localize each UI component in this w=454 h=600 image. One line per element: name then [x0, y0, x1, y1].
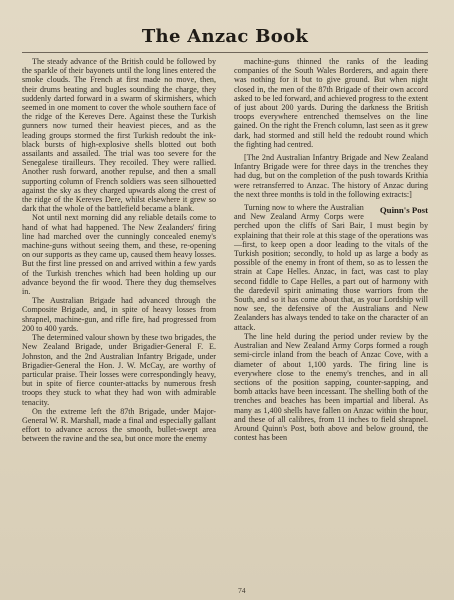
paragraph: The determined valour shown by these two brigades, the New Zealand Brigade, under Brigadier-General F. E. Johnston, and the 2nd Australian Infantry Brigade, under Brigadier-General the Hon. J. W. McCay, are worthy of particular praise. Their losses were correspondingly heavy, but in spite of fierce counter-attacks by numerous fresh troops they stuck to what they had won with admirable tenacity. — [22, 333, 216, 407]
left-column — [22, 57, 216, 444]
paragraph-text: Turning now to where the Australian and New Zealand Army Corps were perched upon the cliffs of Sari Bair, I must begin by explaining that their role at this stage of the operations was—first, to keep open a door leading to the vitals of the Turkish position; secondly, to hold up as large a body as possible of the enemy in front of them, so as to lessen the strain at Cape Helles. Anzac, in fact, was cast to play second fiddle to Cape Helles, a part out of harmony with the daredevil spirit animating those warriors from the South, and so it has come about that, as your Lordship will now see, the defensive of the Australians and New Zealanders has always tended to take on the character of an attack. — [234, 203, 428, 332]
right-column — [234, 57, 428, 444]
page-title: The Anzac Book — [22, 26, 428, 53]
paragraph: machine-guns thinned the ranks of the leading companies of the South Wales Borderers, and again there was nothing for it but to give ground. But when night closed in, the men of the 87th Brigade of their own accord asked to be led forward, and achieved progress to the extent of just about 200 yards. During the darkness the British troops everywhere entrenched themselves on the line gained. On the right the French column, last seen as it grew dark, had stormed and still held the redoubt round which the fighting had centred. — [234, 57, 428, 149]
paragraph: The line held during the period under review by the Australian and New Zealand Army Corps formed a rough semi-circle inland from the beach of Anzac Cove, with a diameter of about 1,100 yards. The firing line is everywhere close to the enemy's trenches, and in all sections of the position sapping, counter-sapping, and bomb attacks have been incessant. The shelling both of the trenches and beaches has been impartial and liberal. As many as 1,400 shells have fallen on Anzac within the hour, and these of all calibres, from 11 inches to field shrapnel. Around Quinn's Post, both above and below ground, the contest has been — [234, 331, 428, 443]
paragraph-with-sidehead — [234, 203, 428, 332]
text-columns — [22, 57, 428, 444]
bracketed-note: [The 2nd Australian Infantry Brigade and New Zealand Infantry Brigade were for three days in the trenches they had dug, but on the completion of the push towards Krithia were retransferred to Anzac. The history of Anzac during the next three months is told in the following extracts:] — [234, 153, 428, 199]
paragraph: The Australian Brigade had advanced through the Composite Brigade, and, in spite of heavy losses from shrapnel, machine-gun, and rifle fire, had progressed from 200 to 400 yards. — [22, 296, 216, 333]
paragraph: The steady advance of the British could be followed by the sparkle of their bayonets until the long lines entered the smoke clouds. The French at first made no move, then, their drums beating and bugles sounding the charge, they suddenly darted forward in a swarm of skirmishers, which seemed in one moment to cover the whole southern face of the ridge of the Kereves Dere. Against these the Turkish gunners now turned their heaviest pieces, and as the leading groups stormed the first Turkish redoubt the ink-black bursts of high-explosive shells blotted out both assailants and assailed. The trial was too severe for the Senegalese tirailleurs. They recoiled. They were rallied. Another rush forward, another repulse, and then a small supporting column of French soldiers was seen silhouetted against the sky as they charged upwards along the crest of the ridge of the Kereves Dere, whilst elsewhere it grew so dark that the whole of the battlefield became a blank. — [22, 57, 216, 214]
paragraph: On the extreme left the 87th Brigade, under Major-General W. R. Marshall, made a final and especially gallant effort to advance across the smooth, bullet-swept area between the ravine and the sea, but once more the enemy — [22, 406, 216, 444]
page-number: 74 — [238, 586, 246, 595]
section-sidehead: Quinn's Post — [379, 205, 428, 216]
paragraph: Not until next morning did any reliable details come to hand of what had happened. The New Zealanders' firing line had marched over the cunningly concealed enemy's machine-guns without seeing them, and these, re-opening on our supports as they came up, caused them heavy losses. But the first line pressed on and arrived within a few yards of the Turkish trenches which had been holding up our advance beyond the fir wood. There they dug themselves in. — [22, 213, 216, 297]
